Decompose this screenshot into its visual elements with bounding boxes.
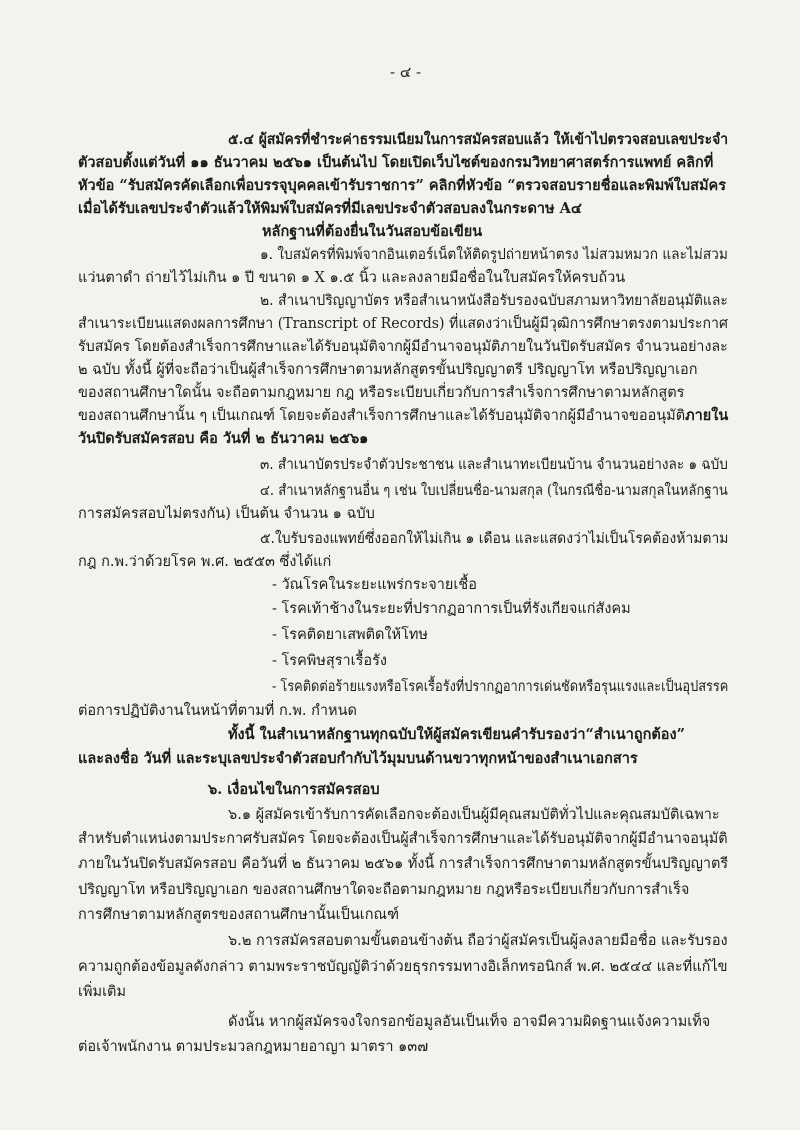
final-line-2: ต่อเจ้าพนักงาน ตามประมวลกฎหมายอาญา มาตรา ๑๓๗: [78, 1039, 429, 1055]
evidence-4-line-2: การสมัครสอบไม่ตรงกัน) เป็นต้น จำนวน ๑ ฉบับ: [78, 506, 375, 522]
clause-6-2-line-3: เพิ่มเติม: [78, 984, 127, 1000]
evidence-5-line-1: ๕.ใบรับรองแพทย์ซึ่งออกให้ไม่เกิน ๑ เดือน และแสดงว่าไม่เป็นโรคต้องห้ามตาม: [260, 531, 729, 547]
section-6-heading: ๖. เงื่อนไขในการสมัครสอบ: [208, 781, 380, 798]
clause-6-1-line-3: ภายในวันปิดรับสมัครสอบ คือวันที่ ๒ ธันวาคม ๒๕๖๑ ทั้งนี้ การสำเร็จการศึกษาตามหลักสูตรขั้นปริญญาตรี: [78, 856, 729, 872]
clause-6-1-line-5: การศึกษาตามหลักสูตรของสถานศึกษานั้นเป็นเกณฑ์: [78, 907, 399, 923]
evidence-2-line-5: ของสถานศึกษาใดนั้น จะถือตามกฎหมาย กฎ หรือระเบียบเกี่ยวกับการสำเร็จการศึกษาตามหลักสูตร: [78, 385, 685, 401]
clause-5-4-line-4: เมื่อได้รับเลขประจำตัวแล้วให้พิมพ์ใบสมัครที่มีเลขประจำตัวสอบลงในกระดาษ A๔: [78, 200, 582, 217]
evidence-2-line-6-text: ของสถานศึกษานั้น ๆ เป็นเกณฑ์ โดยจะต้องสำเร็จการศึกษาและได้รับอนุมัติจากผู้มีอำนาจขออนุมัติ: [78, 408, 686, 424]
clause-6-2-line-1: ๖.๒ การสมัครสอบตามขั้นตอนข้างต้น ถือว่าผู้สมัครเป็นผู้ลงลายมือชื่อ และรับรอง: [228, 933, 728, 949]
evidence-heading: หลักฐานที่ต้องยื่นในวันสอบข้อเขียน: [262, 223, 483, 240]
evidence-3: ๓. สำเนาบัตรประจำตัวประชาชน และสำเนาทะเบียนบ้าน จำนวนอย่างละ ๑ ฉบับ: [260, 457, 728, 473]
clause-6-1-line-1: ๖.๑ ผู้สมัครเข้ารับการคัดเลือกจะต้องเป็นผู้มีคุณสมบัติทั่วไปและคุณสมบัติเฉพาะ: [228, 807, 720, 823]
clause-6-1-line-4: ปริญญาโท หรือปริญญาเอก ของสถานศึกษาใดจะถือตามกฎหมาย กฎหรือระเบียบเกี่ยวกับการสำเร็จ: [78, 882, 690, 898]
evidence-2-line-2: สำเนาระเบียนแสดงผลการศึกษา (Transcript of Records) ที่แสดงว่าเป็นผู้มีวุฒิการศึกษาตรงตามประกาศ: [78, 316, 728, 332]
disease-item-3: - โรคติดยาเสพติดให้โทษ: [272, 627, 428, 643]
disease-item-2: - โรคเท้าช้างในระยะที่ปรากฏอาการเป็นที่รังเกียจแก่สังคม: [272, 601, 631, 617]
clause-5-4-line-3: หัวข้อ “รับสมัครคัดเลือกเพื่อบรรจุบุคคลเข้ารับราชการ” คลิกที่หัวข้อ “ตรวจสอบรายชื่อและพิมพ์ใบสมัคร: [78, 177, 726, 194]
evidence-2-line-1: ๒. สำเนาปริญญาบัตร หรือสำเนาหนังสือรับรองฉบับสภามหาวิทยาลัยอนุมัติและ: [260, 293, 728, 309]
evidence-2-line-6: [78, 407, 728, 425]
disease-item-4: - โรคพิษสุราเรื้อรัง: [272, 653, 388, 669]
clause-5-4-line-1: ๕.๔ ผู้สมัครที่ชำระค่าธรรมเนียมในการสมัครสอบแล้ว ให้เข้าไปตรวจสอบเลขประจำ: [228, 131, 729, 148]
clause-5-4-line-2: ตัวสอบตั้งแต่วันที่ ๑๑ ธันวาคม ๒๕๖๑ เป็นต้นไป โดยเปิดเว็บไซต์ของกรมวิทยาศาสตร์การแพทย์ คลิกที่: [78, 154, 714, 171]
evidence-5-line-3: ต่อการปฏิบัติงานในหน้าที่ตามที่ ก.พ. กำหนด: [78, 703, 357, 719]
note-line-2: และลงชื่อ วันที่ และระบุเลขประจำตัวสอบกำกับไว้มุมบนด้านขวาทุกหน้าของสำเนาเอกสาร: [78, 750, 638, 767]
evidence-1-line-1: ๑. ใบสมัครที่พิมพ์จากอินเตอร์เน็ตให้ติดรูปถ่ายหน้าตรง ไม่สวมหมวก และไม่สวม: [260, 247, 728, 263]
evidence-2-line-6-bold: ภายใน: [685, 407, 729, 424]
page-number: - ๔ -: [390, 63, 422, 81]
evidence-2-line-7: วันปิดรับสมัครสอบ คือ วันที่ ๒ ธันวาคม ๒๕๖๑: [78, 430, 369, 447]
evidence-5-line-2: กฎ ก.พ.ว่าด้วยโรค พ.ศ. ๒๕๕๓ ซึ่งได้แก่: [78, 554, 332, 570]
clause-6-2-line-2: ความถูกต้องข้อมูลดังกล่าว ตามพระราชบัญญัติว่าด้วยธุรกรรมทางอิเล็กทรอนิกส์ พ.ศ. ๒๕๔๔ และที่แก้ไข: [78, 959, 728, 975]
note-line-1: ทั้งนี้ ในสำเนาหลักฐานทุกฉบับให้ผู้สมัครเขียนคำรับรองว่า“สำเนาถูกต้อง”: [228, 726, 685, 743]
final-line-1: ดังนั้น หากผู้สมัครจงใจกรอกข้อมูลอันเป็นเท็จ อาจมีความผิดฐานแจ้งความเท็จ: [228, 1014, 711, 1030]
evidence-2-line-3: รับสมัคร โดยต้องสำเร็จการศึกษาและได้รับอนุมัติจากผู้มีอำนาจอนุมัติภายในวันปิดรับสมัคร จำนวนอย่างละ: [78, 339, 728, 355]
clause-6-1-line-2: สำหรับตำแหน่งตามประกาศรับสมัคร โดยจะต้องเป็นผู้สำเร็จการศึกษาและได้รับอนุมัติจากผู้มีอำนาจอนุมัติ: [78, 831, 728, 847]
disease-item-1: - วัณโรคในระยะแพร่กระจายเชื้อ: [272, 577, 477, 593]
evidence-1-line-2: แว่นตาดำ ถ่ายไว้ไม่เกิน ๑ ปี ขนาด ๑ X ๑.๕ นิ้ว และลงลายมือชื่อในใบสมัครให้ครบถ้วน: [78, 270, 626, 286]
evidence-2-line-4: ๒ ฉบับ ทั้งนี้ ผู้ที่จะถือว่าเป็นผู้สำเร็จการศึกษาตามหลักสูตรขั้นปริญญาตรี ปริญญาโท หรือปริญญาเอก: [78, 362, 698, 378]
disease-item-5: - โรคติดต่อร้ายแรงหรือโรคเรื้อรังที่ปรากฏอาการเด่นชัดหรือรุนแรงและเป็นอุปสรรค: [272, 679, 729, 695]
evidence-4-line-1: ๔. สำเนาหลักฐานอื่น ๆ เช่น ใบเปลี่ยนชื่อ-นามสกุล (ในกรณีชื่อ-นามสกุลในหลักฐาน: [260, 483, 728, 499]
